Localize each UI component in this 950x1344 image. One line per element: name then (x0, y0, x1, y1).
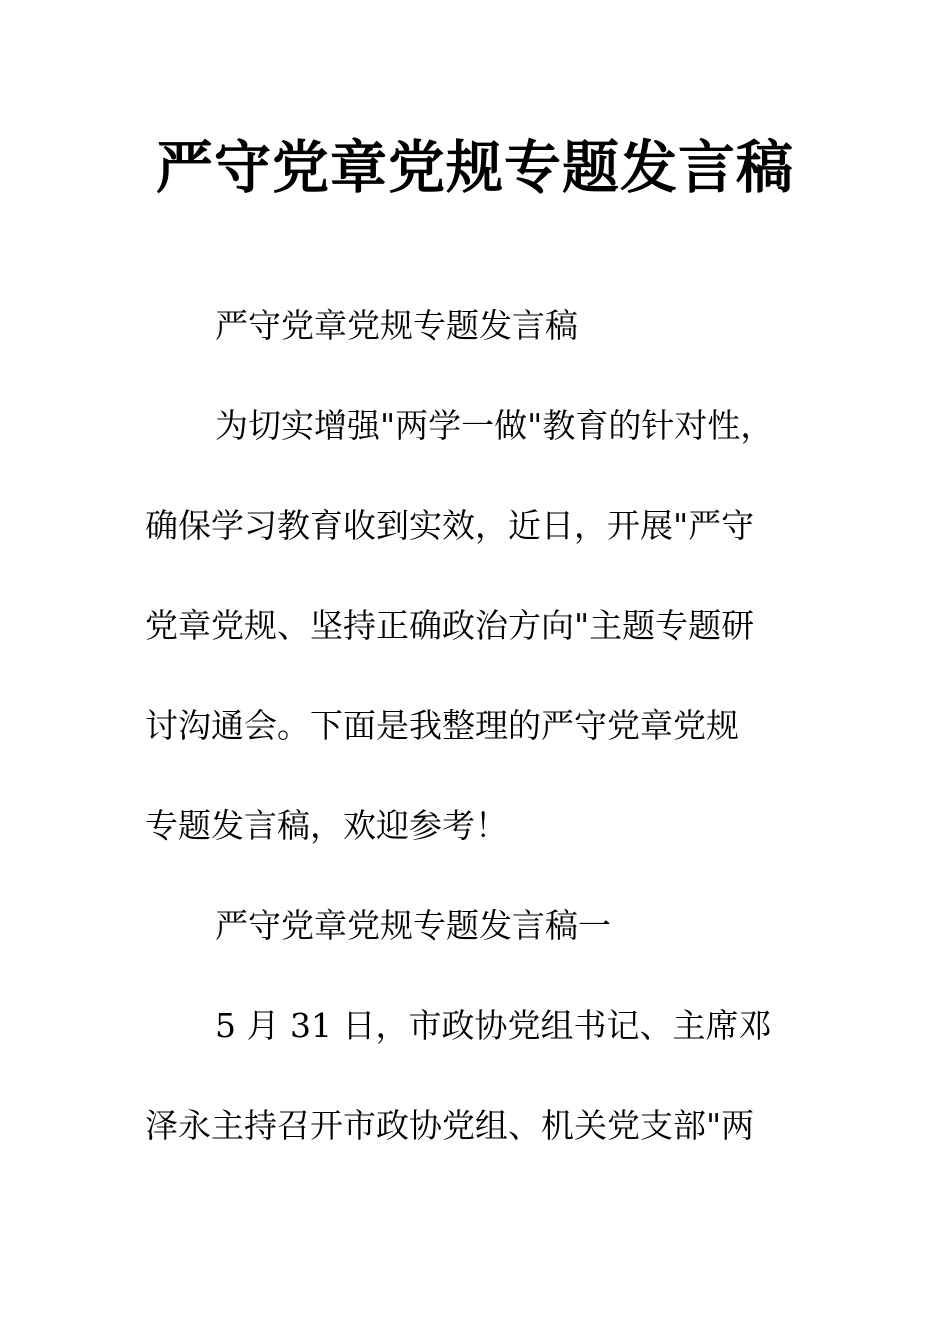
paragraph-line: 为切实增强"两学一做"教育的针对性， (215, 406, 774, 445)
paragraph-line: 确保学习教育收到实效，近日，开展"严守 (145, 506, 755, 545)
paragraph-line: 泽永主持召开市政协党组、机关党支部"两 (145, 1106, 755, 1145)
document-body (145, 276, 815, 1176)
paragraph-line: 讨沟通会。下面是我整理的严守党章党规 (145, 706, 739, 745)
paragraph-line: 党章党规、坚持正确政治方向"主题专题研 (145, 606, 755, 645)
paragraph-line: 严守党章党规专题发言稿一 (215, 906, 611, 945)
paragraph-line: 5 月 31 日，市政协党组书记、主席邓 (215, 1006, 772, 1045)
document-title: 严守党章党规专题发言稿 (156, 134, 794, 201)
paragraph-line: 严守党章党规专题发言稿 (215, 306, 578, 345)
paragraph-line: 专题发言稿，欢迎参考！ (145, 806, 508, 845)
